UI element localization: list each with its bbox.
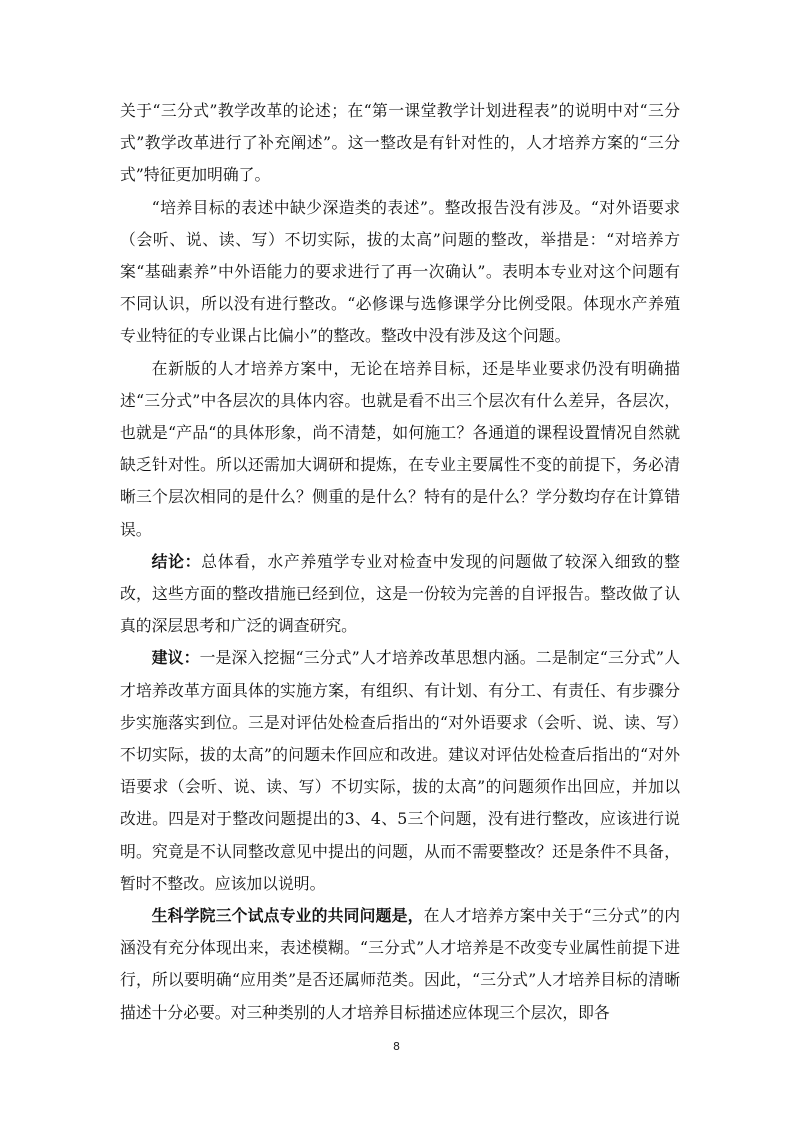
paragraph-text: 总体看，水产养殖学专业对检查中发现的问题做了较深入细致的整改，这些方面的整改措施已经到位，这是一份较为完善的自评报告。整改做了认真的深层思考和广泛的调查研究。 bbox=[120, 551, 680, 636]
paragraph-text: 在人才培养方案中关于“三分式”的内涵没有充分体现出来，表述模糊。“三分式”人才培养是不改变专业属性前提下进行，所以要明确“应用类”是否还属师范类。因此，“三分式”人才培养目标的清晰描述十分必要。对三种类别的人才培养目标描述应体现三个层次，即各 bbox=[120, 906, 680, 1022]
paragraph-text: 在新版的人才培养方案中，无论在培养目标，还是毕业要求仍没有明确描述“三分式”中各层次的具体内容。也就是看不出三个层次有什么差异，各层次，也就是“产品“的具体形象，尚不清楚，如何施工？各通道的课程设置情况自然就缺乏针对性。所以还需加大调研和提炼，在专业主要属性不变的前提下，务必清晰三个层次相同的是什么？侧重的是什么？特有的是什么？学分数均存在计算错误。 bbox=[120, 358, 680, 539]
page-number: 8 bbox=[393, 1040, 400, 1053]
paragraph-text: “培养目标的表述中缺少深造类的表述”。整改报告没有涉及。“对外语要求（会听、说、读、写）不切实际，拔的太高”问题的整改，举措是：“对培养方案“基础素养”中外语能力的要求进行了再一次确认”。表明本专业对这个问题有不同认识，所以没有进行整改。“必修课与选修课学分比例受限。体现水产养殖专业特征的专业课占比偏小”的整改。整改中没有涉及这个问题。 bbox=[120, 197, 680, 346]
paragraph-common-issues bbox=[120, 900, 680, 1029]
paragraph-text: 一是深入挖掘“三分式”人才培养改革思想内涵。二是制定“三分式”人才培养改革方面具体的实施方案，有组织、有计划、有分工、有责任、有步骤分步实施落实到位。三是对评估处检查后指出的“对外语要求（会听、说、读、写）不切实际，拔的太高”的问题未作回应和改进。建议对评估处检查后指出的“对外语要求（会听、说、读、写）不切实际，拔的太高”的问题须作出回应，并加以改进。四是对于整改问题提出的3、4、5三个问题，没有进行整改，应该进行说明。究竟是不认同整改意见中提出的问题，从而不需要整改？还是条件不具备，暂时不整改。应该加以说明。 bbox=[120, 648, 680, 893]
paragraph-3 bbox=[120, 353, 680, 546]
common-issues-label: 生科学院三个试点专业的共同问题是， bbox=[151, 906, 424, 926]
paragraph-1 bbox=[120, 95, 680, 192]
conclusion-label: 结论： bbox=[151, 551, 202, 571]
paragraph-2 bbox=[120, 192, 680, 353]
suggestion-label: 建议： bbox=[151, 648, 200, 668]
paragraph-suggestion bbox=[120, 642, 680, 900]
paragraph-conclusion bbox=[120, 546, 680, 643]
document-body bbox=[120, 95, 680, 1029]
paragraph-text: 关于“三分式”教学改革的论述；在“第一课堂教学计划进程表”的说明中对“三分式”教学改革进行了补充阐述”。这一整改是有针对性的，人才培养方案的“三分式”特征更加明确了。 bbox=[120, 101, 680, 185]
